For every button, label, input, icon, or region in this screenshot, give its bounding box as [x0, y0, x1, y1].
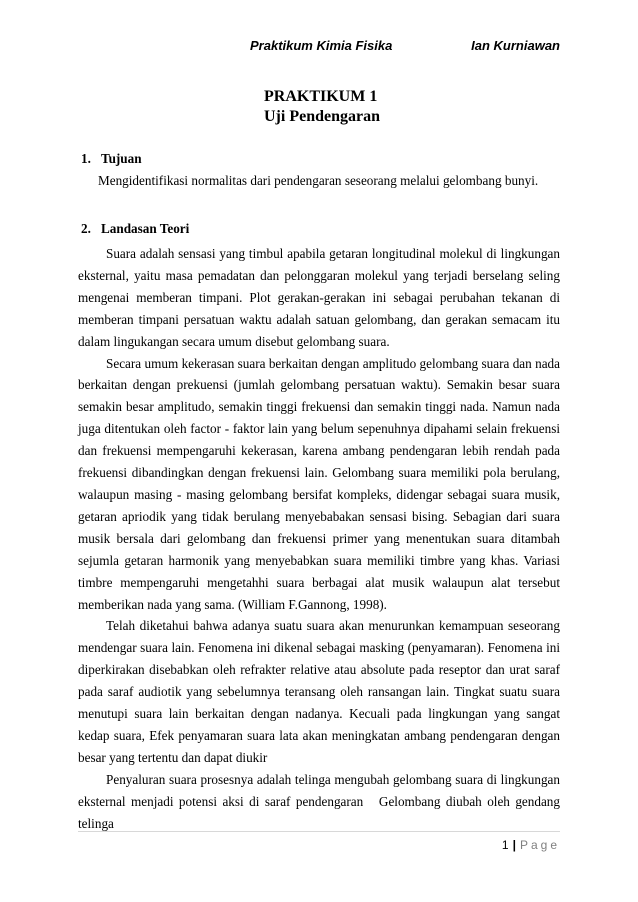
header-title: Praktikum Kimia Fisika	[250, 38, 393, 53]
document-subtitle: Uji Pendengaran	[264, 108, 380, 125]
header-author: Ian Kurniawan	[471, 38, 560, 53]
section-title: Tujuan	[101, 151, 142, 166]
section-landasan-teori	[78, 220, 560, 834]
page-number: 1	[501, 838, 509, 852]
section-text: Mengidentifikasi normalitas dari pendengaran seseorang melalui gelombang bunyi.	[98, 173, 539, 188]
section-number: 1.	[81, 151, 91, 166]
section-title: Landasan Teori	[101, 221, 190, 236]
footer-divider	[78, 831, 560, 832]
paragraph: Penyaluran suara prosesnya adalah telinga mengubah gelombang suara di lingkungan eksternal menjadi potensi aksi di saraf pendengaran Gelombang diubah oleh gendang telinga	[78, 771, 560, 831]
paragraph: Suara adalah sensasi yang timbul apabila getaran longitudinal molekul di lingkungan eksternal, yaitu masa pemadatan dan pelonggaran molekul yang terjadi berselang seling mengenai memberan timpani. Plot gerakan-gerakan ini sebagai perubahan tekanan di memberan timpani persatuan waktu adalah satuan gelombang, dan gerakan semacam itu dalam lingukangan secara umum disebut gelombang suara.	[78, 246, 560, 349]
document-body	[78, 150, 560, 834]
page-footer	[502, 838, 560, 852]
section-heading	[78, 150, 560, 168]
section-number: 2.	[81, 221, 91, 236]
document-title: PRAKTIKUM 1	[264, 88, 378, 105]
section-heading	[78, 220, 560, 238]
paragraph: Secara umum kekerasan suara berkaitan dengan amplitudo gelombang suara dan nada berkaitan dengan prekuensi (jumlah gelombang persatuan waktu). Semakin besar suara semakin besar amplitudo, semakin tinggi frekuensi dan semakin tinggi nada. Namun nada juga ditentukan oleh factor - faktor lain yang belum sepenuhnya dipahami selain frekuensi dan frekuensi mempengaruhi kekerasan, karena ambang pendengaran lebih rendah pada frekuensi dibandingkan dengan frekuensi lain. Gelombang suara memiliki pola berulang, walaupun masing - masing gelombang bersifat kompleks, didengar sebagai suara musik, getaran apriodik yang tidak berulang menyebabakan sensasi bising. Sebagian dari suara musik bersala dari gelombang dan frekuensi primer yang menentukan suara ditambah sejumla getaran harmonik yang menyebabkan suara memiliki timbre yang khas. Variasi timbre mempengaruhi mengetahhi suara berbagai alat musik walaupun alat tersebut memberikan nada yang sama. (William F.Gannong, 1998).	[78, 355, 560, 612]
section-tujuan	[78, 150, 560, 190]
page-label: Page	[519, 838, 560, 852]
paragraph: Telah diketahui bahwa adanya suatu suara akan menurunkan kemampuan seseorang mendengar suara lain. Fenomena ini dikenal sebagai masking (penyamaran). Fenomena ini diperkirakan disebabkan oleh refrakter relative atau absolute pada reseptor dan urat saraf pada saraf audiotik yang sebelumnya teransang oleh ransangan lain. Tingkat suatu suara menutupi suara lain berkaitan dengan nadanya. Kecuali pada lingkungan yang sangat kedap suara, Efek penyamaran suara lata akan meningkatan ambang pendengaran dengan besar yang tertentu dan dapat diukir	[78, 618, 560, 765]
page-header	[78, 38, 560, 56]
footer-separator: |	[512, 838, 516, 852]
